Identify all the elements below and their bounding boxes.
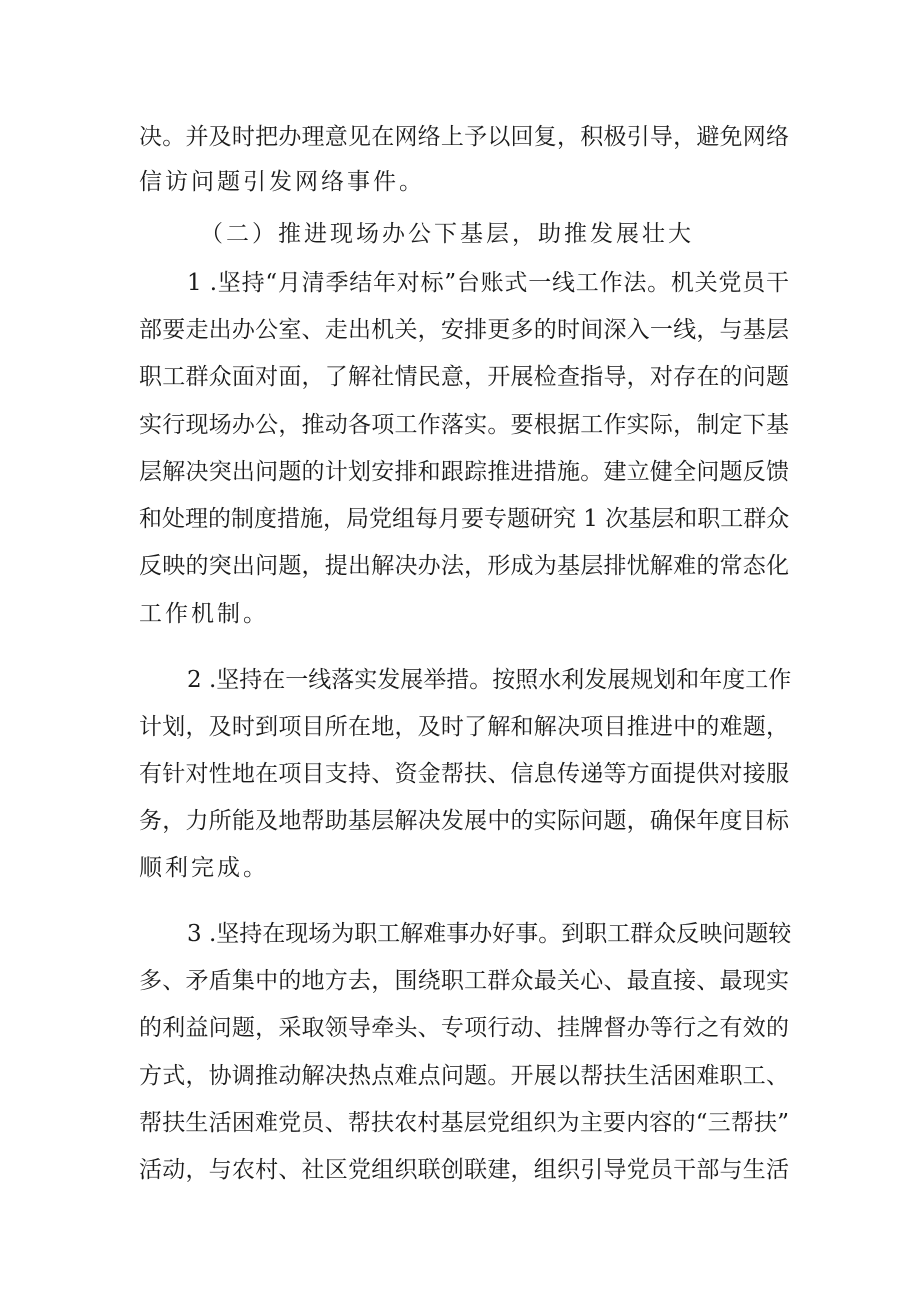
text-line: 的利益问题，采取领导牵头、专项行动、挂牌督办等行之有效的	[139, 1015, 789, 1041]
text-line: 工作机制。	[139, 601, 269, 627]
text-line: 3 .坚持在现场为职工解难事办好事。到职工群众反映问题较	[187, 921, 792, 947]
text-line: 活动，与农村、社区党组织联创联建，组织引导党员干部与生活	[139, 1157, 789, 1183]
text-line: 反映的突出问题，提出解决办法，形成为基层排忧解难的常态化	[139, 553, 789, 579]
text-line: 层解决突出问题的计划安排和跟踪推进措施。建立健全问题反馈	[139, 459, 789, 485]
section-heading: （二）推进现场办公下基层，助推发展壮大	[200, 221, 694, 247]
text-line: 和处理的制度措施，局党组每月要专题研究 1 次基层和职工群众	[139, 506, 790, 532]
text-line: 有针对性地在项目支持、资金帮扶、信息传递等方面提供对接服	[139, 761, 789, 787]
text-line: 1 .坚持“月清季结年对标”台账式一线工作法。机关党员干	[187, 270, 789, 296]
text-line: 部要走出办公室、走出机关，安排更多的时间深入一线，与基层	[139, 317, 789, 343]
text-line: 帮扶生活困难党员、帮扶农村基层党组织为主要内容的“三帮扶”	[139, 1110, 789, 1136]
text-line: 方式，协调推动解决热点难点问题。开展以帮扶生活困难职工、	[139, 1063, 789, 1089]
text-line: 职工群众面对面，了解社情民意，开展检查指导，对存在的问题	[139, 364, 789, 390]
text-line: 决。并及时把办理意见在网络上予以回复，积极引导，避免网络	[139, 124, 789, 150]
text-line: 多、矛盾集中的地方去，围绕职工群众最关心、最直接、最现实	[139, 968, 789, 994]
text-line: 务，力所能及地帮助基层解决发展中的实际问题，确保年度目标	[139, 808, 789, 834]
text-line: 信访问题引发网络事件。	[139, 169, 425, 195]
text-line: 实行现场办公，推动各项工作落实。要根据工作实际，制定下基	[139, 412, 789, 438]
text-line: 2 .坚持在一线落实发展举措。按照水利发展规划和年度工作	[187, 667, 792, 693]
text-line: 顺利完成。	[139, 855, 269, 881]
text-line: 计划，及时到项目所在地，及时了解和解决项目推进中的难题，	[139, 714, 789, 740]
